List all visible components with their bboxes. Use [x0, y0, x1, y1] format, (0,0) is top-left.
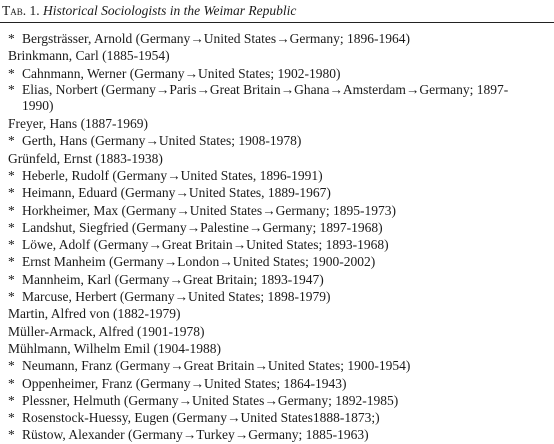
list-item	[0, 323, 554, 340]
emigre-marker: *	[8, 167, 15, 183]
emigre-marker: *	[8, 133, 15, 149]
sociologist-entry-text: Freyer, Hans (1887-1969)	[8, 116, 149, 132]
sociologist-entry-text: Landshut, Siegfried (Germany→Palestine→Germany; 1897-1968)	[22, 219, 383, 235]
emigre-marker: *	[8, 410, 15, 426]
emigre-marker: *	[8, 254, 15, 270]
list-item	[0, 30, 554, 47]
list-item	[0, 202, 554, 219]
list-item	[0, 65, 554, 82]
sociologist-entry-text: Neumann, Franz (Germany→Great Britain→United States; 1900-1954)	[22, 358, 411, 374]
emigre-marker: *	[8, 185, 15, 201]
sociologist-entry-text: Gerth, Hans (Germany→United States; 1908-1978)	[22, 133, 302, 149]
sociologist-entry-text: Mühlmann, Wilhelm Emil (1904-1988)	[8, 340, 221, 356]
list-item	[0, 219, 554, 236]
table-caption	[2, 3, 296, 19]
list-item	[0, 392, 554, 409]
sociologist-entry-text: Horkheimer, Max (Germany→United States→Germany; 1895-1973)	[22, 202, 396, 218]
emigre-marker: *	[8, 392, 15, 408]
emigre-marker: *	[8, 375, 15, 391]
sociologist-entry-text: Brinkmann, Carl (1885-1954)	[8, 48, 170, 64]
emigre-marker: *	[8, 81, 15, 97]
sociologist-entry-text: Heimann, Eduard (Germany→United States, 1889-1967)	[22, 185, 331, 201]
sociologist-entry-text: Löwe, Adolf (Germany→Great Britain→United States; 1893-1968)	[22, 237, 389, 253]
emigre-marker: *	[8, 219, 15, 235]
sociologist-entry-text: Marcuse, Herbert (Germany→United States; 1898-1979)	[22, 289, 331, 305]
list-item	[0, 357, 554, 374]
emigre-marker: *	[8, 202, 15, 218]
emigre-marker: *	[8, 427, 15, 443]
sociologist-entry-text: Mannheim, Karl (Germany→Great Britain; 1893-1947)	[22, 271, 324, 287]
emigre-marker: *	[8, 237, 15, 253]
caption-rule	[0, 22, 554, 23]
sociologist-list	[0, 30, 554, 444]
sociologist-entry-text: Rosenstock-Huessy, Eugen (Germany→United States1888-1873;)	[22, 410, 380, 426]
emigre-marker: *	[8, 289, 15, 305]
list-item	[0, 115, 554, 132]
list-item	[0, 167, 554, 184]
emigre-marker: *	[8, 271, 15, 287]
list-item	[0, 236, 554, 253]
emigre-marker: *	[8, 31, 15, 46]
sociologist-entry-text: Plessner, Helmuth (Germany→United States→Germany; 1892-1985)	[22, 392, 399, 408]
list-item	[0, 375, 554, 392]
sociologist-entry-text: Oppenheimer, Franz (Germany→United States; 1864-1943)	[22, 375, 347, 391]
sociologist-entry-text: Martin, Alfred von (1882-1979)	[8, 306, 181, 322]
list-item	[0, 340, 554, 357]
table-title: Historical Sociologists in the Weimar Republic	[43, 3, 297, 18]
list-item	[0, 150, 554, 167]
emigre-marker: *	[8, 358, 15, 374]
sociologist-entry-text: Elias, Norbert (Germany→Paris→Great Britain→Ghana→Amsterdam→Germany; 1897-1990)	[22, 81, 509, 114]
sociologist-entry-text: Rüstow, Alexander (Germany→Turkey→Germany; 1885-1963)	[22, 427, 369, 443]
table-label: Tab. 1.	[2, 3, 40, 18]
list-item	[0, 184, 554, 201]
list-item	[0, 82, 554, 115]
sociologist-entry-text: Ernst Manheim (Germany→London→United States; 1900-2002)	[22, 254, 376, 270]
list-item	[0, 426, 554, 443]
sociologist-entry-text: Grünfeld, Ernst (1883-1938)	[8, 150, 163, 166]
list-item	[0, 253, 554, 270]
sociologist-entry-text: Müller-Armack, Alfred (1901-1978)	[8, 323, 205, 339]
list-item	[0, 288, 554, 305]
emigre-marker: *	[8, 65, 15, 81]
sociologist-entry-text: Heberle, Rudolf (Germany→United States, 1896-1991)	[22, 167, 323, 183]
list-item	[0, 305, 554, 322]
list-item	[0, 271, 554, 288]
list-item	[0, 47, 554, 64]
sociologist-entry-text: Cahnmann, Werner (Germany→United States; 1902-1980)	[22, 65, 341, 81]
sociologist-entry-text: Bergsträsser, Arnold (Germany→United States→Germany; 1896-1964)	[22, 31, 411, 46]
list-item	[0, 409, 554, 426]
list-item	[0, 132, 554, 149]
